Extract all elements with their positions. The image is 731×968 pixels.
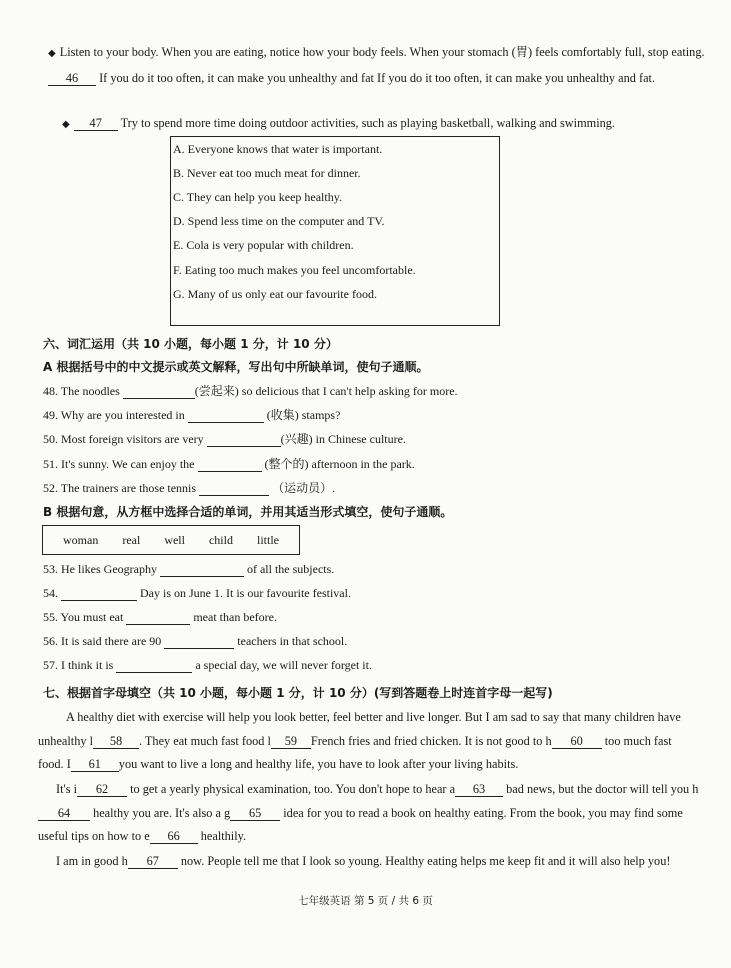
section-6-title: 六、词汇运用（共 10 小题，每小题 1 分，计 10 分）: [43, 337, 338, 351]
passage-paragraph-1: A healthy diet with exercise will help you look better, feel better and live longer. But I am sad to say that many children have unhealthy l 58 . They eat much fast food l 59 French fries and fried chicken. It is not good to h 60 too much fast food. I 61 you want to live a long and healthy life, you have to look after your living habits.: [38, 710, 681, 771]
blank-61: 61: [71, 757, 119, 772]
item-50: 50. Most foreign visitors are very (兴趣) in Chinese culture.: [43, 432, 406, 446]
item-51: 51. It's sunny. We can enjoy the (整个的) afternoon in the park.: [43, 457, 415, 471]
item-56: 56. It is said there are 90 teachers in that school.: [43, 634, 348, 648]
blank-60: 60: [552, 734, 602, 749]
item-57: 57. I think it is a special day, we will never forget it.: [43, 658, 372, 672]
option-e: E. Cola is very popular with children.: [173, 238, 354, 252]
item-54: 54. Day is on June 1. It is our favourite festival.: [43, 586, 351, 600]
section-7-title: 七、根据首字母填空（共 10 小题，每小题 1 分，计 10 分）(写到答题卷上时连首字母一起写): [43, 686, 553, 700]
blank-47: 47: [74, 116, 118, 131]
item-52: 52. The trainers are those tennis （运动员）.: [43, 481, 336, 495]
option-a: A. Everyone knows that water is important.: [173, 142, 383, 156]
question-47: [62, 116, 615, 131]
blank-56: [164, 634, 234, 649]
blank-59: 59: [271, 734, 311, 749]
blank-66: 66: [150, 829, 198, 844]
blank-62: 62: [77, 782, 127, 797]
diamond-bullet-icon: ◆: [62, 119, 70, 130]
blank-55: [126, 610, 190, 625]
diamond-bullet-icon: ◆: [48, 48, 56, 59]
item-49: 49. Why are you interested in (收集) stamps?: [43, 408, 341, 422]
option-b: B. Never eat too much meat for dinner.: [173, 166, 361, 180]
blank-63: 63: [455, 782, 503, 797]
word-little: little: [256, 532, 279, 547]
word-woman: woman: [63, 532, 99, 547]
option-f: F. Eating too much makes you feel uncomfortable.: [173, 263, 416, 277]
section-6-part-b: B 根据句意，从方框中选择合适的单词，并用其适当形式填空，使句子通顺。: [43, 505, 453, 519]
q47-text: Try to spend more time doing outdoor activities, such as playing basketball, walking and swimming.: [120, 116, 615, 130]
blank-67: 67: [128, 854, 178, 869]
question-46: [48, 40, 708, 90]
q46-text-post: If you do it too often, it can make you unhealthy and fat If you do it too often, it can make you unhealthy and fat.: [99, 71, 656, 85]
word-well: well: [164, 532, 185, 547]
blank-54: [61, 586, 137, 601]
blank-49: [188, 408, 264, 423]
q46-text: Listen to your body. When you are eating, notice how your body feels. When your stomach (胃) feels comfortably full, stop eating.: [59, 45, 705, 59]
word-real: real: [122, 532, 141, 547]
option-c: C. They can help you keep healthy.: [173, 190, 342, 204]
passage-paragraph-3: I am in good h 67 now. People tell me that I look so young. Healthy eating helps me keep fit and it will also help you!: [56, 854, 671, 868]
item-53: 53. He likes Geography of all the subjects.: [43, 562, 335, 576]
item-48: 48. The noodles (尝起来) so delicious that I can't help asking for more.: [43, 384, 458, 398]
word-child: child: [208, 532, 233, 547]
passage-paragraph-2: It's i 62 to get a yearly physical examination, too. You don't hope to hear a 63 bad news, but the doctor will tell you h64 healthy you are. It's also a g 65 idea for you to read a book on healthy eating. From the book, you may find some useful tips on how to e 66 healthily.: [38, 782, 699, 843]
option-g: G. Many of us only eat our favourite food.: [173, 287, 377, 301]
word-box: [42, 525, 300, 555]
section-6-part-a: A 根据括号中的中文提示或英文解释，写出句中所缺单词，使句子通顺。: [43, 360, 429, 374]
blank-51: [198, 457, 262, 472]
option-d: D. Spend less time on the computer and TV.: [173, 214, 385, 228]
blank-58: 58: [93, 734, 139, 749]
blank-48: [123, 384, 195, 399]
blank-50: [207, 432, 281, 447]
item-55: 55. You must eat meat than before.: [43, 610, 277, 624]
blank-46: 46: [48, 71, 96, 86]
blank-57: [116, 658, 192, 673]
blank-64: 64: [38, 806, 90, 821]
page-footer: 七年级英语 第 5 页 / 共 6 页: [298, 895, 433, 907]
blank-53: [160, 562, 244, 577]
blank-65: 65: [230, 806, 280, 821]
blank-52: [199, 481, 269, 496]
